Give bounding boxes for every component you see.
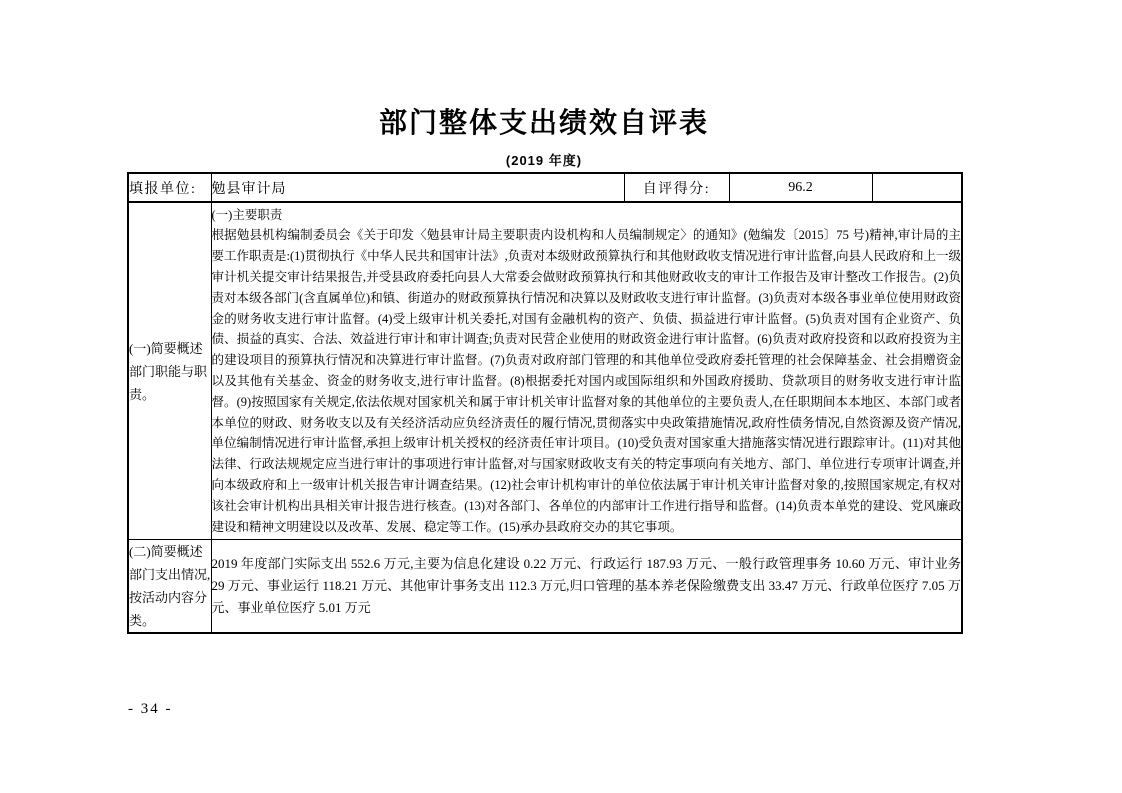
page-title: 部门整体支出绩效自评表	[378, 107, 709, 138]
duties-row-label-cell: (一)简要概述部门职能与职责。	[128, 202, 211, 540]
self-evaluation-table	[127, 172, 963, 634]
expenditure-row-label-cell: (二)简要概述部门支出情况,按活动内容分类。	[128, 540, 211, 634]
table-row-duties	[128, 202, 962, 540]
unit-label-cell: 填报单位:	[128, 173, 211, 202]
duties-heading: (一)主要职责	[211, 207, 283, 222]
expenditure-text: 2019 年度部门实际支出 552.6 万元,主要为信息化建设 0.22 万元、行政运行 187.93 万元、一般行政管理事务 10.60 万元、审计业务 29 万元、事业运行 118.21 万元、其他审计事务支出 112.3 万元,归口管理的基本养老保险缴费支出 33.47 万元、行政单位医疗 7.05 万元、事业单位医疗 5.01 万元	[211, 556, 961, 615]
unit-value-cell: 勉县审计局	[211, 173, 624, 202]
duties-text: 根据勉县机构编制委员会《关于印发〈勉县审计局主要职责内设机构和人员编制规定〉的通知》(勉编发〔2015〕75 号)精神,审计局的主要工作职责是:(1)贯彻执行《中华人民共和国审计法》,负责对本级财政预算执行和其他财政收支情况进行审计监督,向县人民政府和上一级审计机关提交审计结果报告,并受县政府委托向县人大常委会做财政预算执行和其他财政收支的审计工作报告及审计整改工作报告。(2)负责对本级各部门(含直属单位)和镇、街道办的财政预算执行情况和决算以及财政收支进行审计监督。(3)负责对本级各事业单位使用财政资金的财务收支进行审计监督。(4)受上级审计机关委托,对国有金融机构的资产、负债、损益进行审计监督。(5)负责对国有企业资产、负债、损益的真实、合法、效益进行审计和审计调查;负责对民营企业使用的财政资金进行审计监督。(6)负责对政府投资和以政府投资为主的建设项目的预算执行情况和决算进行审计监督。(7)负责对政府部门管理的和其他单位受政府委托管理的社会保障基金、社会捐赠资金以及其他有关基金、资金的财务收支,进行审计监督。(8)根据委托对国内或国际组织和外国政府援助、贷款项目的财务收支进行审计监督。(9)按照国家有关规定,依法依规对国家机关和属于审计机关审计监督对象的其他单位的主要负责人,在任职期间本本地区、本部门或者本单位的财政、财务收支以及有关经济活动应负经济责任的履行情况,贯彻落实中央政策措施情况,政府性债务情况,自然资源及资产情况,单位编制情况进行审计监督,承担上级审计机关授权的经济责任审计项目。(10)受负责对国家重大措施落实情况进行跟踪审计。(11)对其他法律、行政法规规定应当进行审计的事项进行审计监督,对与国家财政收支有关的特定事项向有关地方、部门、单位进行专项审计调查,并向本级政府和上一级审计机关报告审计调查结果。(12)社会审计机构审计的单位依法属于审计机关审计监督对象的,按照国家规定,有权对该社会审计机构出具相关审计报告进行核查。(13)对各部门、各单位的内部审计工作进行指导和监督。(14)负责本单党的建设、党风廉政建设和精神文明建设以及改革、发展、稳定等工作。(15)承办县政府交办的其它事项。	[211, 228, 961, 534]
header-empty-cell	[872, 173, 962, 202]
table-row-expenditure	[128, 540, 962, 634]
score-value-cell: 96.2	[729, 173, 872, 202]
page-subtitle: (2019 年度)	[505, 153, 583, 168]
page-number: - 34 -	[128, 701, 173, 717]
score-label-cell: 自评得分:	[624, 173, 729, 202]
table-header-row	[128, 173, 962, 202]
duties-row-content-cell	[211, 202, 962, 540]
expenditure-row-content-cell	[211, 540, 962, 634]
